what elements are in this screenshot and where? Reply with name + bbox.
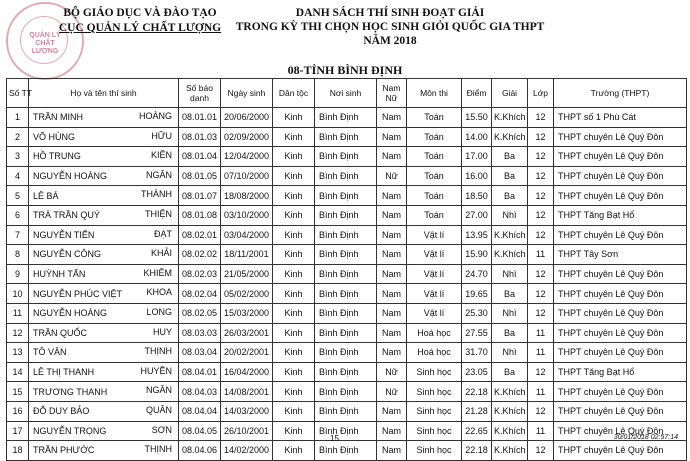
column-header: Số báo danh <box>179 79 221 108</box>
birth-date: 20/02/2001 <box>221 343 273 363</box>
table-row <box>7 225 687 245</box>
score: 16.00 <box>462 166 492 186</box>
subject: Hoá học <box>407 343 462 363</box>
row-number: 18 <box>7 441 29 461</box>
school: THPT Tăng Bạt Hổ <box>554 362 687 382</box>
gender: Nam <box>377 343 407 363</box>
school: THPT chuyên Lê Quý Đôn <box>554 441 687 461</box>
row-number: 1 <box>7 108 29 128</box>
table-row <box>7 303 687 323</box>
student-given-name: NGÂN <box>145 385 172 396</box>
birth-date: 18/11/2001 <box>221 245 273 265</box>
birth-date: 20/06/2000 <box>221 108 273 128</box>
row-number: 7 <box>7 225 29 245</box>
student-first-names: LÊ BÁ <box>33 190 59 201</box>
student-name <box>29 362 179 382</box>
column-header: Nơi sinh <box>315 79 377 108</box>
school: THPT chuyên Lê Quý Đôn <box>554 421 687 441</box>
column-header: Số TT <box>7 79 29 108</box>
grade: 12 <box>528 108 554 128</box>
candidate-number: 08.04.06 <box>179 441 221 461</box>
gender: Nam <box>377 108 407 128</box>
student-given-name: HUYỀN <box>140 365 172 376</box>
grade: 12 <box>528 166 554 186</box>
birth-date: 14/08/2001 <box>221 382 273 402</box>
score: 19.65 <box>462 284 492 304</box>
award: Ba <box>492 323 528 343</box>
score: 13.95 <box>462 225 492 245</box>
subject: Toán <box>407 205 462 225</box>
column-header: Nam Nữ <box>377 79 407 108</box>
student-name <box>29 421 179 441</box>
gender: Nữ <box>377 362 407 382</box>
gender: Nam <box>377 421 407 441</box>
student-first-names: TRẦN MINH <box>33 112 83 123</box>
award: K.Khích <box>492 225 528 245</box>
score: 18.50 <box>462 186 492 206</box>
birthplace: Bình Định <box>315 284 377 304</box>
subject: Sinh học <box>407 441 462 461</box>
grade: 12 <box>528 362 554 382</box>
candidate-number: 08.01.04 <box>179 147 221 167</box>
award: K.Khích <box>492 441 528 461</box>
subject: Toán <box>407 147 462 167</box>
score: 17.00 <box>462 147 492 167</box>
student-given-name: LONG <box>146 306 172 317</box>
ethnicity: Kinh <box>273 382 315 402</box>
award: K.Khích <box>492 245 528 265</box>
subject: Vật lí <box>407 225 462 245</box>
subject: Toán <box>407 127 462 147</box>
student-first-names: NGUYỄN TRỌNG <box>33 425 107 436</box>
column-header: Trường (THPT) <box>554 79 687 108</box>
birth-date: 12/04/2000 <box>221 147 273 167</box>
table-row <box>7 147 687 167</box>
table-row <box>7 362 687 382</box>
student-given-name: KHIÊM <box>143 267 172 278</box>
birth-date: 16/04/2000 <box>221 362 273 382</box>
ethnicity: Kinh <box>273 343 315 363</box>
table-row <box>7 343 687 363</box>
birthplace: Bình Định <box>315 362 377 382</box>
ethnicity: Kinh <box>273 127 315 147</box>
award: Ba <box>492 284 528 304</box>
row-number: 17 <box>7 421 29 441</box>
row-number: 5 <box>7 186 29 206</box>
student-given-name: THÀNH <box>141 189 172 200</box>
ethnicity: Kinh <box>273 303 315 323</box>
student-given-name: HOÀNG <box>138 111 172 121</box>
score: 25.30 <box>462 303 492 323</box>
ethnicity: Kinh <box>273 362 315 382</box>
gender: Nam <box>377 147 407 167</box>
award-table <box>6 78 687 461</box>
birth-date: 21/05/2000 <box>221 264 273 284</box>
table-row <box>7 284 687 304</box>
student-given-name: QUÂN <box>145 404 172 415</box>
birthplace: Bình Định <box>315 127 377 147</box>
score: 15.90 <box>462 245 492 265</box>
candidate-number: 08.02.01 <box>179 225 221 245</box>
gender: Nữ <box>377 166 407 186</box>
gender: Nam <box>377 323 407 343</box>
table-row <box>7 127 687 147</box>
candidate-number: 08.01.03 <box>179 127 221 147</box>
gender: Nam <box>377 303 407 323</box>
gender: Nam <box>377 186 407 206</box>
ethnicity: Kinh <box>273 108 315 128</box>
score: 22.18 <box>462 441 492 461</box>
score: 27.55 <box>462 323 492 343</box>
gender: Nam <box>377 284 407 304</box>
birth-date: 14/02/2000 <box>221 441 273 461</box>
row-number: 13 <box>7 343 29 363</box>
grade: 12 <box>528 441 554 461</box>
column-header: Họ và tên thí sinh <box>29 79 179 108</box>
student-given-name: NGÂN <box>145 169 172 180</box>
subject: Vật lí <box>407 284 462 304</box>
birth-date: 02/09/2000 <box>221 127 273 147</box>
school: THPT Tây Sơn <box>554 245 687 265</box>
student-first-names: NGUYỄN PHÚC VIỆT <box>33 288 123 299</box>
birthplace: Bình Định <box>315 323 377 343</box>
candidate-number: 08.02.05 <box>179 303 221 323</box>
subject: Vật lí <box>407 264 462 284</box>
title-line-3: NĂM 2018 <box>363 35 417 47</box>
ethnicity: Kinh <box>273 401 315 421</box>
row-number: 10 <box>7 284 29 304</box>
ethnicity: Kinh <box>273 441 315 461</box>
column-header: Lớp <box>528 79 554 108</box>
student-first-names: TRÀ TRẦN QUÝ <box>33 210 100 221</box>
grade: 11 <box>528 343 554 363</box>
student-given-name: THỊNH <box>144 346 172 357</box>
birthplace: Bình Định <box>315 401 377 421</box>
school: THPT chuyên Lê Quý Đôn <box>554 401 687 421</box>
column-header: Môn thi <box>407 79 462 108</box>
award: Ba <box>492 166 528 186</box>
score: 21.28 <box>462 401 492 421</box>
student-name <box>29 147 179 167</box>
table-row <box>7 401 687 421</box>
school: THPT chuyên Lê Quý Đôn <box>554 127 687 147</box>
ethnicity: Kinh <box>273 166 315 186</box>
student-given-name: KHOA <box>146 287 172 298</box>
student-name <box>29 401 179 421</box>
ethnicity: Kinh <box>273 323 315 343</box>
school: THPT chuyên Lê Quý Đôn <box>554 166 687 186</box>
subject: Toán <box>407 108 462 128</box>
school: THPT chuyên Lê Quý Đôn <box>554 225 687 245</box>
student-name <box>29 323 179 343</box>
score: 22.65 <box>462 421 492 441</box>
student-given-name: KIÊN <box>150 150 172 161</box>
ethnicity: Kinh <box>273 147 315 167</box>
ethnicity: Kinh <box>273 205 315 225</box>
gender: Nữ <box>377 382 407 402</box>
birthplace: Bình Định <box>315 382 377 402</box>
row-number: 3 <box>7 147 29 167</box>
birthplace: Bình Định <box>315 225 377 245</box>
grade: 12 <box>528 225 554 245</box>
grade: 12 <box>528 205 554 225</box>
birth-date: 14/03/2000 <box>221 401 273 421</box>
grade: 12 <box>528 264 554 284</box>
agency-line-2: CỤC QUẢN LÝ CHẤT LƯỢNG <box>58 22 222 34</box>
row-number: 2 <box>7 127 29 147</box>
student-first-names: TRẦN PHƯỚC <box>33 445 95 456</box>
subject: Vật lí <box>407 303 462 323</box>
birthplace: Bình Định <box>315 303 377 323</box>
subject: Sinh học <box>407 401 462 421</box>
birth-date: 26/10/2001 <box>221 421 273 441</box>
gender: Nam <box>377 441 407 461</box>
student-first-names: HUỲNH TẤN <box>33 269 86 280</box>
student-first-names: ĐỖ DUY BẢO <box>33 406 90 417</box>
subject: Sinh học <box>407 362 462 382</box>
school: THPT chuyên Lê Quý Đôn <box>554 323 687 343</box>
student-name <box>29 225 179 245</box>
candidate-number: 08.04.04 <box>179 401 221 421</box>
student-given-name: KHẢI <box>150 248 172 259</box>
table-row <box>7 166 687 186</box>
school: THPT Tăng Bạt Hổ <box>554 205 687 225</box>
school: THPT chuyên Lê Quý Đôn <box>554 303 687 323</box>
row-number: 11 <box>7 303 29 323</box>
school: THPT chuyên Lê Quý Đôn <box>554 186 687 206</box>
column-header: Điểm <box>462 79 492 108</box>
award: K.Khích <box>492 421 528 441</box>
table-row <box>7 421 687 441</box>
student-given-name: THỊNH <box>144 444 172 455</box>
birthplace: Bình Định <box>315 186 377 206</box>
table-row <box>7 264 687 284</box>
birthplace: Bình Định <box>315 108 377 128</box>
birthplace: Bình Định <box>315 343 377 363</box>
grade: 12 <box>528 186 554 206</box>
row-number: 6 <box>7 205 29 225</box>
score: 27.00 <box>462 205 492 225</box>
table-row <box>7 205 687 225</box>
score: 14.00 <box>462 127 492 147</box>
column-header: Giải <box>492 79 528 108</box>
award: Nhì <box>492 343 528 363</box>
student-first-names: NGUYỄN HOÀNG <box>33 308 108 319</box>
birth-date: 26/03/2001 <box>221 323 273 343</box>
award: K.Khích <box>492 108 528 128</box>
school: THPT chuyên Lê Quý Đôn <box>554 382 687 402</box>
table-row <box>7 186 687 206</box>
student-given-name: HUY <box>152 326 172 337</box>
candidate-number: 08.02.04 <box>179 284 221 304</box>
student-given-name: THIỆN <box>145 208 172 219</box>
birth-date: 07/10/2000 <box>221 166 273 186</box>
school: THPT chuyên Lê Quý Đôn <box>554 264 687 284</box>
table-row <box>7 323 687 343</box>
score: 22.18 <box>462 382 492 402</box>
score: 23.05 <box>462 362 492 382</box>
student-name <box>29 108 179 128</box>
student-first-names: NGUYỄN TIẾN <box>33 229 95 240</box>
candidate-number: 08.01.01 <box>179 108 221 128</box>
candidate-number: 08.03.03 <box>179 323 221 343</box>
birthplace: Bình Định <box>315 205 377 225</box>
student-first-names: TRƯƠNG THANH <box>33 386 108 397</box>
row-number: 14 <box>7 362 29 382</box>
student-first-names: HỒ TRUNG <box>33 151 81 162</box>
column-header: Ngày sinh <box>221 79 273 108</box>
award: Nhì <box>492 303 528 323</box>
title-line-1: DANH SÁCH THÍ SINH ĐOẠT GIẢI <box>295 7 485 19</box>
gender: Nam <box>377 264 407 284</box>
ethnicity: Kinh <box>273 264 315 284</box>
agency-line-1: BỘ GIÁO DỤC VÀ ĐÀO TẠO <box>63 7 217 19</box>
row-number: 15 <box>7 382 29 402</box>
birthplace: Bình Định <box>315 441 377 461</box>
ethnicity: Kinh <box>273 225 315 245</box>
candidate-number: 08.01.08 <box>179 205 221 225</box>
grade: 12 <box>528 284 554 304</box>
award: Ba <box>492 362 528 382</box>
grade: 11 <box>528 245 554 265</box>
student-name <box>29 382 179 402</box>
ethnicity: Kinh <box>273 186 315 206</box>
candidate-number: 08.01.07 <box>179 186 221 206</box>
subject: Hoá học <box>407 323 462 343</box>
grade: 11 <box>528 323 554 343</box>
gender: Nam <box>377 205 407 225</box>
page-number: 15 <box>330 434 339 443</box>
ethnicity: Kinh <box>273 284 315 304</box>
award: K.Khích <box>492 401 528 421</box>
ethnicity: Kinh <box>273 421 315 441</box>
row-number: 16 <box>7 401 29 421</box>
candidate-number: 08.02.02 <box>179 245 221 265</box>
title-line-2: TRONG KỲ THI CHỌN HỌC SINH GIỎI QUỐC GIA THPT <box>235 21 545 33</box>
award: K.Khích <box>492 127 528 147</box>
row-number: 9 <box>7 264 29 284</box>
school: THPT chuyên Lê Quý Đôn <box>554 147 687 167</box>
student-first-names: VÕ HÙNG <box>33 131 76 142</box>
table-row <box>7 382 687 402</box>
student-name <box>29 205 179 225</box>
subject: Toán <box>407 166 462 186</box>
document-title <box>200 6 580 48</box>
score: 15.50 <box>462 108 492 128</box>
student-first-names: NGUYỄN HOÀNG <box>33 171 108 182</box>
gender: Nam <box>377 401 407 421</box>
student-first-names: LÊ THỊ THANH <box>33 367 95 378</box>
official-seal-text: QUẢN LÝ CHẤT LƯỢNG <box>29 32 61 55</box>
grade: 12 <box>528 303 554 323</box>
birthplace: Bình Định <box>315 147 377 167</box>
student-name <box>29 343 179 363</box>
student-name <box>29 264 179 284</box>
student-name <box>29 284 179 304</box>
score: 24.70 <box>462 264 492 284</box>
table-row <box>7 441 687 461</box>
birthplace: Bình Định <box>315 166 377 186</box>
student-given-name: HỮU <box>151 130 172 141</box>
award: K.Khích <box>492 382 528 402</box>
student-first-names: NGUYỄN CÔNG <box>33 249 102 260</box>
gender: Nam <box>377 245 407 265</box>
ethnicity: Kinh <box>273 245 315 265</box>
candidate-number: 08.04.05 <box>179 421 221 441</box>
candidate-number: 08.01.05 <box>179 166 221 186</box>
subject: Sinh học <box>407 382 462 402</box>
student-name <box>29 441 179 461</box>
table-row <box>7 108 687 128</box>
subject: Vật lí <box>407 245 462 265</box>
student-first-names: TRẦN QUỐC <box>33 327 87 338</box>
grade: 12 <box>528 127 554 147</box>
candidate-number: 08.04.01 <box>179 362 221 382</box>
subject: Sinh học <box>407 421 462 441</box>
row-number: 4 <box>7 166 29 186</box>
student-name <box>29 166 179 186</box>
student-given-name: ĐẠT <box>154 228 172 239</box>
student-first-names: TÔ VĂN <box>33 347 67 358</box>
row-number: 8 <box>7 245 29 265</box>
subject: Toán <box>407 186 462 206</box>
birthplace: Bình Định <box>315 245 377 265</box>
grade: 11 <box>528 421 554 441</box>
score: 31.70 <box>462 343 492 363</box>
student-name <box>29 186 179 206</box>
student-name <box>29 127 179 147</box>
row-number: 12 <box>7 323 29 343</box>
student-given-name: SƠN <box>151 424 172 435</box>
table-header-row <box>7 79 687 108</box>
birth-date: 05/02/2000 <box>221 284 273 304</box>
award: Ba <box>492 186 528 206</box>
award: Ba <box>492 147 528 167</box>
table-body <box>7 108 687 461</box>
school: THPT chuyên Lê Quý Đôn <box>554 343 687 363</box>
candidate-number: 08.03.04 <box>179 343 221 363</box>
grade: 12 <box>528 147 554 167</box>
school: THPT chuyên Lê Quý Đôn <box>554 284 687 304</box>
birthplace: Bình Định <box>315 264 377 284</box>
candidate-number: 08.02.03 <box>179 264 221 284</box>
award: Nhì <box>492 205 528 225</box>
grade: 12 <box>528 401 554 421</box>
birthplace: Bình Định <box>315 421 377 441</box>
print-timestamp: 30/01/2018 02:57:14 <box>613 434 678 441</box>
province-heading: 08-TỈNH BÌNH ĐỊNH <box>287 63 403 77</box>
column-header: Dân tộc <box>273 79 315 108</box>
gender: Nam <box>377 127 407 147</box>
student-name <box>29 303 179 323</box>
gender: Nam <box>377 225 407 245</box>
candidate-number: 08.04.03 <box>179 382 221 402</box>
birth-date: 15/03/2000 <box>221 303 273 323</box>
grade: 11 <box>528 382 554 402</box>
birth-date: 03/04/2000 <box>221 225 273 245</box>
school: THPT số 1 Phù Cát <box>554 108 687 128</box>
birth-date: 18/08/2000 <box>221 186 273 206</box>
birth-date: 03/10/2000 <box>221 205 273 225</box>
student-name <box>29 245 179 265</box>
award: Nhì <box>492 264 528 284</box>
table-row <box>7 245 687 265</box>
